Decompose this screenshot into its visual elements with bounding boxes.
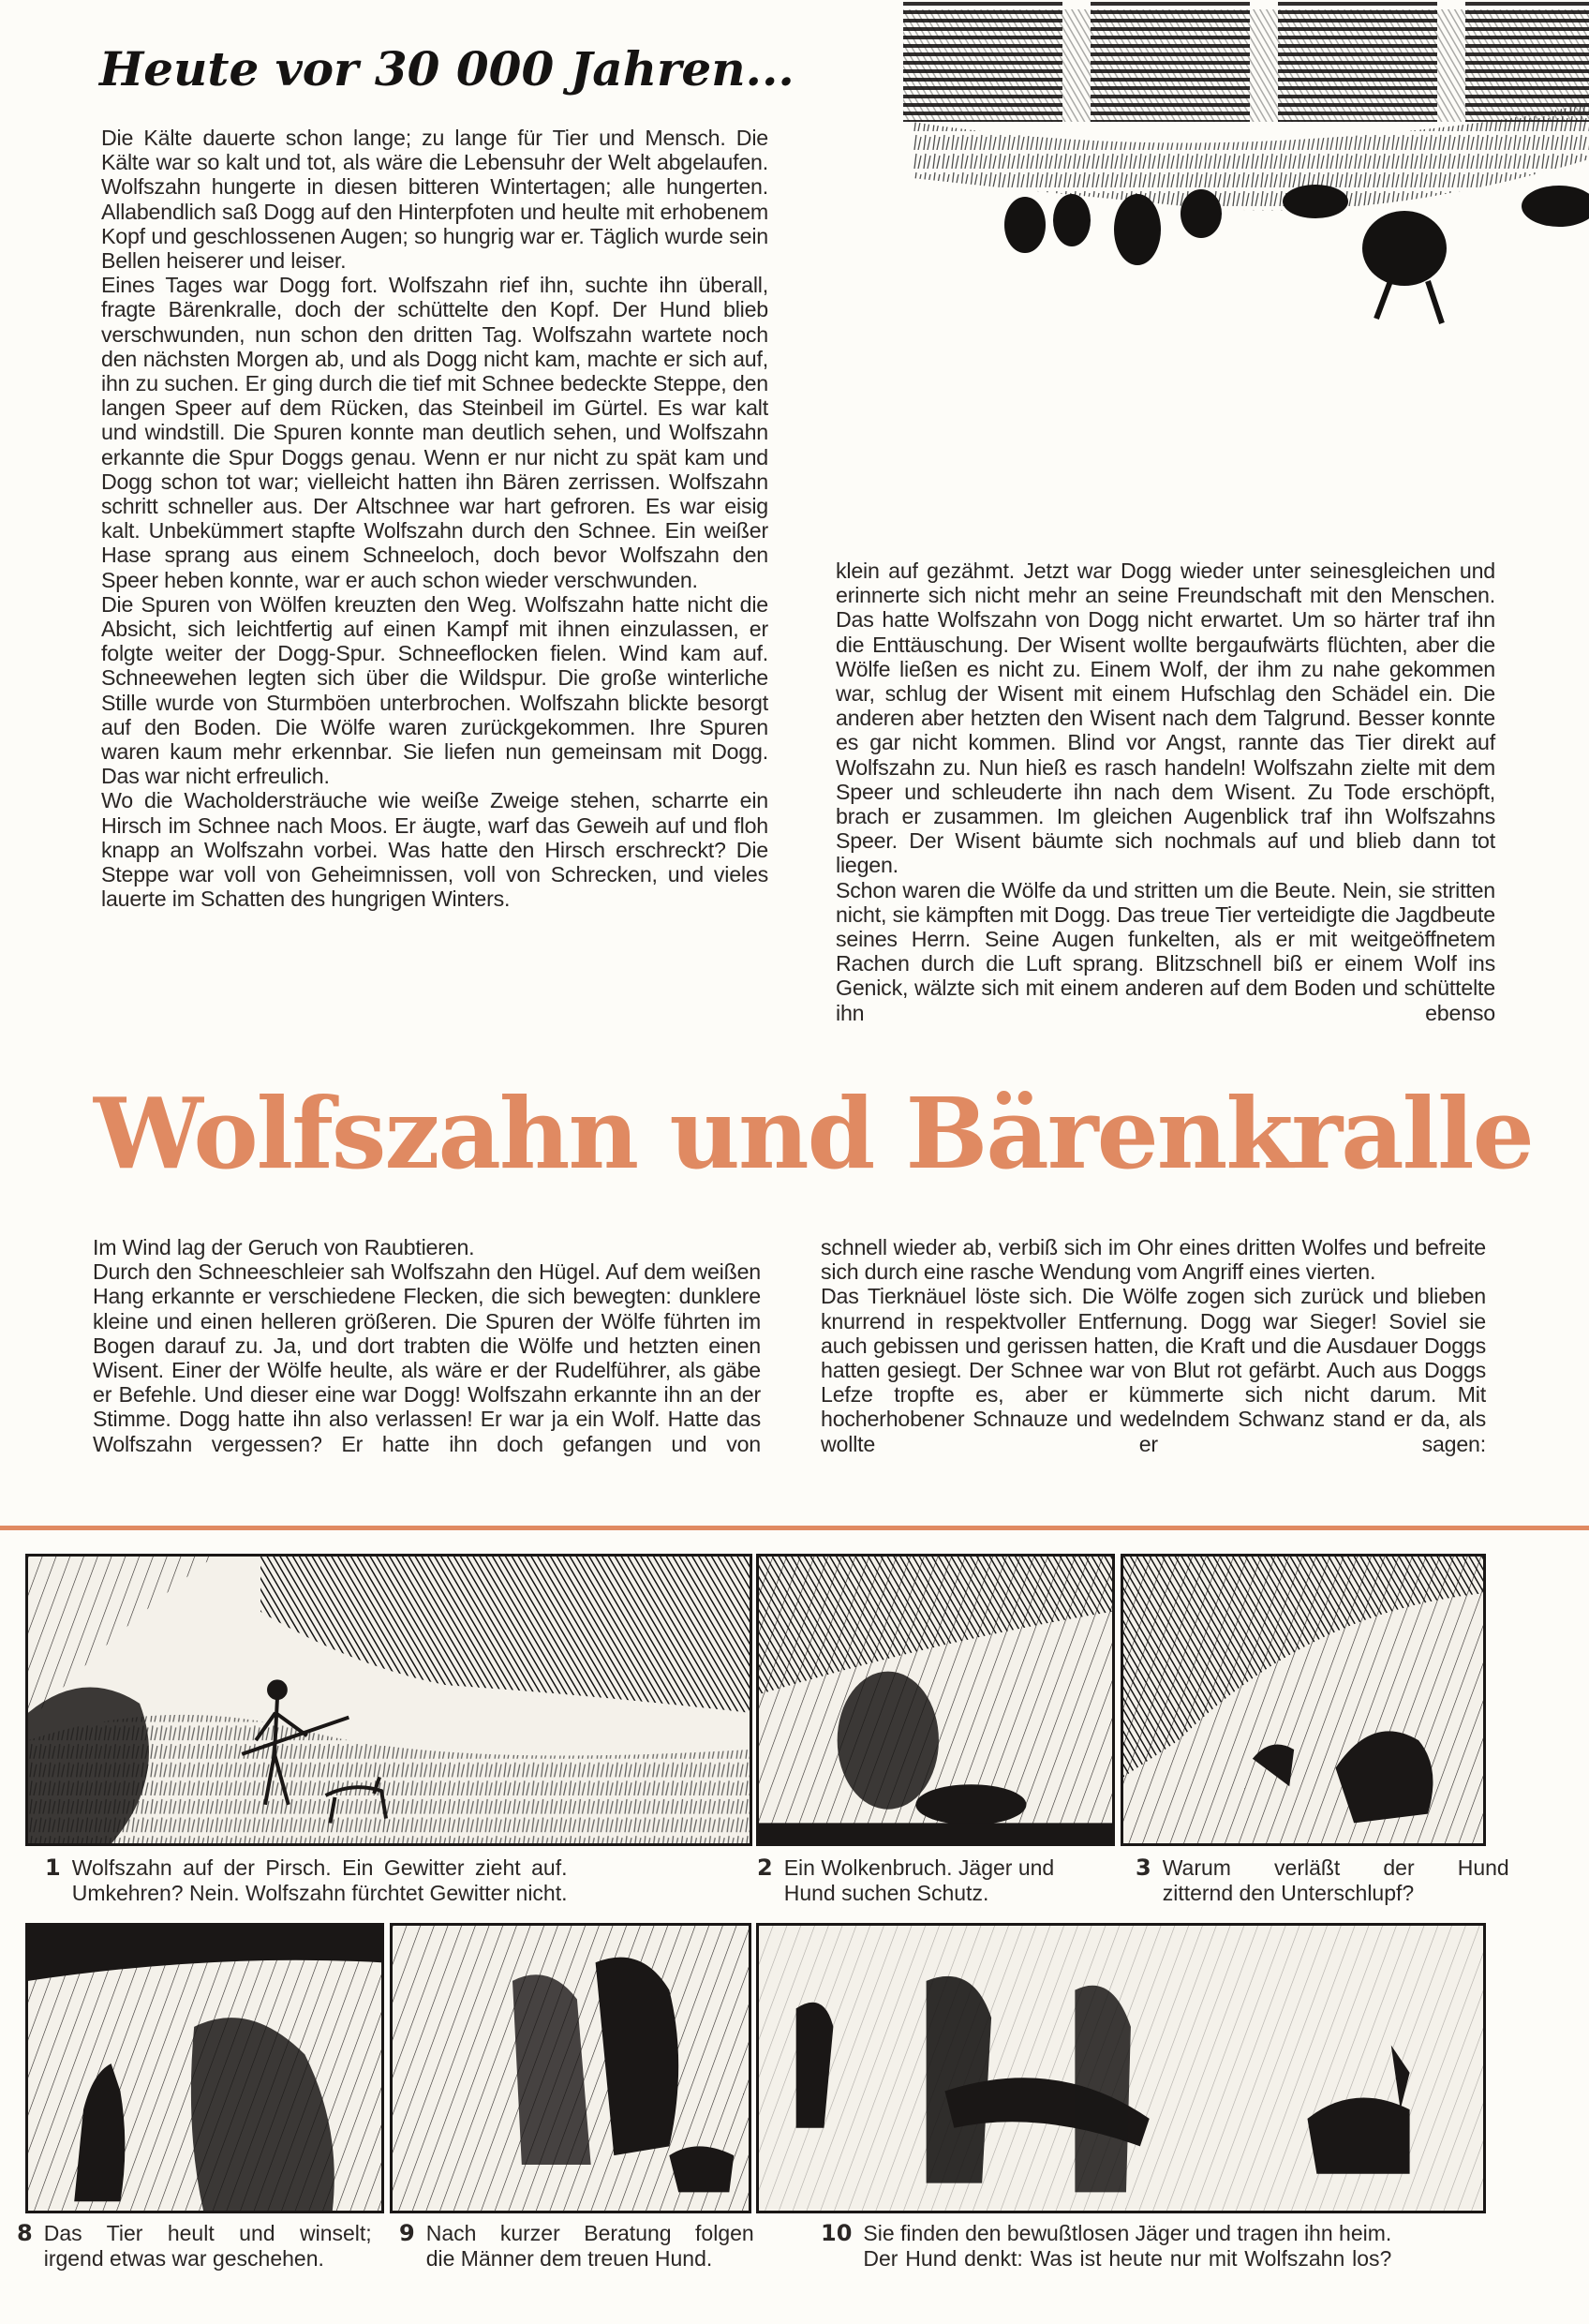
panel-number: 9 (399, 2220, 415, 2246)
panel-number: 10 (821, 2220, 853, 2246)
caption-line: Warum verläßt der Hund (1162, 1855, 1509, 1880)
wolf-pack-illustration (903, 0, 1589, 328)
caption-line: Nach kurzer Beratung folgen (425, 2221, 754, 2245)
panel-number: 3 (1136, 1855, 1151, 1881)
lower-right-column (821, 1235, 1486, 1456)
paragraph: Durch den Schneeschleier sah Wolfszahn den Hügel. Auf dem weißen Hang erkannte er verschiedene Flecken, die sich bewegten: dunklere kleine und einen helleren größeren. Die Spuren der Wölfe führten im Bogen darauf zu. Ja, und dort trabten die Wölfe und hetzten einen Wisent. Einer der Wölfe heulte, als wäre er der Rudelführer, als gäbe er Befehle. Und dieser eine war Dogg! Wolfszahn erkannte ihn an der Stimme. Dogg hatte ihn also verlassen! Er war ja ein Wolf. Hatte das Wolfszahn vergessen? Er hatte ihn doch gefangen und von (93, 1259, 761, 1456)
caption-line: Ein Wolkenbruch. Jäger und (783, 1855, 1055, 1880)
story-title: Wolfszahn und Bärenkralle (94, 1076, 1533, 1191)
caption-10 (821, 2221, 1391, 2272)
intro-heading: Heute vor 30 000 Jahren... (99, 41, 794, 97)
paragraph: Die Kälte dauerte schon lange; zu lange für Tier und Mensch. Die Kälte war so kalt und tot, als wäre die Lebensuhr der Welt abgelaufen. Wolfszahn hungerte in diesen bitteren Wintertagen; alle hungerten. Allabendlich saß Dogg auf den Hinterpfoten und heulte mit erhobenem Kopf und geschlossenen Augen; so hungrig war er. Täglich wurde sein Bellen heiserer und leiser. (101, 126, 768, 274)
paragraph: klein auf gezähmt. Jetzt war Dogg wieder unter seinesgleichen und erinnerte sich nicht mehr an seine Freundschaft mit den Menschen. Das hatte Wolfszahn von Dogg nicht erwartet. Um so härter traf ihn die Enttäuschung. Der Wisent wollte bergaufwärts flüchten, aber die Wölfe ließen es nicht zu. Einem Wolf, der ihm zu nahe gekommen war, schlug der Wisent mit einem Hufschlag den Schädel ein. Die anderen aber hetzten den Wisent nach dem Talgrund. Besser konnte es gar nicht kommen. Blind vor Angst, rannte das Tier direkt auf Wolfszahn zu. Nun hieß es rasch handeln! Wolfszahn zielte mit dem Speer und schleuderte ihn nach dem Wisent. Zu Tode erschöpft, brach er zusammen. Im gleichen Augenblick traf ihn Wolfszahns Speer. Der Wisent bäumte sich nochmals auf und blieb dann tot liegen. (836, 559, 1495, 878)
caption-line: irgend etwas war geschehen. (43, 2246, 324, 2271)
comic-panel-8 (25, 1923, 384, 2213)
caption-9 (399, 2221, 754, 2272)
paragraph: schnell wieder ab, verbiß sich im Ohr eines dritten Wolfes und befreite sich durch eine rasche Wendung vom Angriff eines vierten. (821, 1235, 1486, 1285)
caption-line: Umkehren? Nein. Wolfszahn fürchtet Gewitter nicht. (71, 1881, 568, 1905)
paragraph: Eines Tages war Dogg fort. Wolfszahn rief ihn, suchte ihn überall, fragte Bärenkralle, doch der schüttelte den Kopf. Der Hund blieb verschwunden, nun schon den dritten Tag. Wolfszahn wartete noch den nächsten Morgen ab, und als Dogg nicht kam, machte er sich auf, ihn zu suchen. Er ging durch die tief mit Schnee bedeckte Steppe, den langen Speer auf dem Rücken, das Steinbeil im Gürtel. Es war kalt und windstill. Die Spuren konnte man deutlich sehen, und Wolfszahn erkannte die Spur Doggs genau. Wenn er nur nicht zu spät kam und Dogg schon tot war; vielleicht hatten ihn Bären zerrissen. Wolfszahn schritt schneller aus. Der Altschnee war hart gefroren. Es war eisig kalt. Unbekümmert stapfte Wolfszahn durch den Schnee. Ein weißer Hase sprang aus einem Schneeloch, doch bevor Wolfszahn den Speer heben konnte, war er auch schon wieder verschwunden. (101, 273, 768, 592)
paragraph: Wo die Wacholdersträuche wie weiße Zweige stehen, scharrte ein Hirsch im Schnee nach Moos. Er äugte, warf das Geweih auf und floh knapp an Wolfszahn vorbei. Was hatte den Hirsch erschreckt? Die Steppe war voll von Geheimnissen, voll von Schrecken, und vieles lauerte im Schatten des hungrigen Winters. (101, 788, 768, 912)
caption-line: Wolfszahn auf der Pirsch. Ein Gewitter zieht auf. (71, 1855, 568, 1880)
panel-number: 8 (17, 2220, 33, 2246)
paragraph: Die Spuren von Wölfen kreuzten den Weg. Wolfszahn hatte nicht die Absicht, sich leichtfertig auf einen Kampf mit ihnen einzulassen, er folgte weiter der Dogg-Spur. Schneeflocken fielen. Wind kam auf. Schneewehen legten sich über die Wildspur. Die große winterliche Stille wurde von Sturmböen unterbrochen. Wolfszahn blickte besorgt auf den Boden. Die Wölfe waren zurückgekommen. Ihre Spuren waren kaum mehr erkennbar. Sie liefen nun gemeinsam mit Dogg. Das war nicht erfreulich. (101, 591, 768, 789)
comic-panel-10 (756, 1923, 1486, 2213)
comic-panel-9 (390, 1923, 751, 2213)
panel-number: 2 (757, 1855, 773, 1881)
caption-1 (45, 1855, 568, 1906)
caption-line: Sie finden den bewußtlosen Jäger und tragen ihn heim. (863, 2221, 1392, 2245)
comic-panel-1 (25, 1554, 752, 1846)
paragraph: Im Wind lag der Geruch von Raubtieren. (93, 1235, 475, 1259)
paragraph: Schon waren die Wölfe da und stritten um die Beute. Nein, sie stritten nicht, sie kämpften mit Dogg. Das treue Tier verteidigte die Jagdbeute seines Herrn. Seine Augen funkelten, als er mit weitgeöffnetem Rachen durch die Luft sprang. Blitzschnell biß er einem Wolf ins Genick, wälzte sich mit einem anderen auf dem Boden und schüttelte ihn ebenso (836, 877, 1495, 1025)
caption-3 (1136, 1855, 1509, 1906)
caption-2 (757, 1855, 1054, 1906)
caption-line: Der Hund denkt: Was ist heute nur mit Wolfszahn los? (863, 2246, 1392, 2271)
divider-rule (0, 1526, 1589, 1530)
right-column (836, 559, 1495, 1025)
caption-line: die Männer dem treuen Hund. (425, 2246, 713, 2271)
lower-left-column (93, 1235, 761, 1456)
panel-number: 1 (45, 1855, 61, 1881)
comic-panel-3 (1121, 1554, 1486, 1846)
caption-8 (17, 2221, 372, 2272)
caption-line: zitternd den Unterschlupf? (1162, 1881, 1415, 1905)
paragraph: Das Tierknäuel löste sich. Die Wölfe zogen sich zurück und blieben knurrend in respektvoller Entfernung. Dogg war Sieger! Soviel sie auch gebissen und gerissen hatten, die Kraft und die Ausdauer Doggs hatten gesiegt. Der Schnee war von Blut rot gefärbt. Auch aus Doggs Lefze tropfte es, aber er kümmerte sich nicht darum. Mit hocherhobener Schnauze und wedelndem Schwanz stand er da, als wollte er sagen: (821, 1284, 1486, 1456)
intro-column (101, 126, 768, 912)
caption-line: Hund suchen Schutz. (783, 1881, 989, 1905)
caption-line: Das Tier heult und winselt; (43, 2221, 372, 2245)
comic-panel-2 (756, 1554, 1115, 1846)
